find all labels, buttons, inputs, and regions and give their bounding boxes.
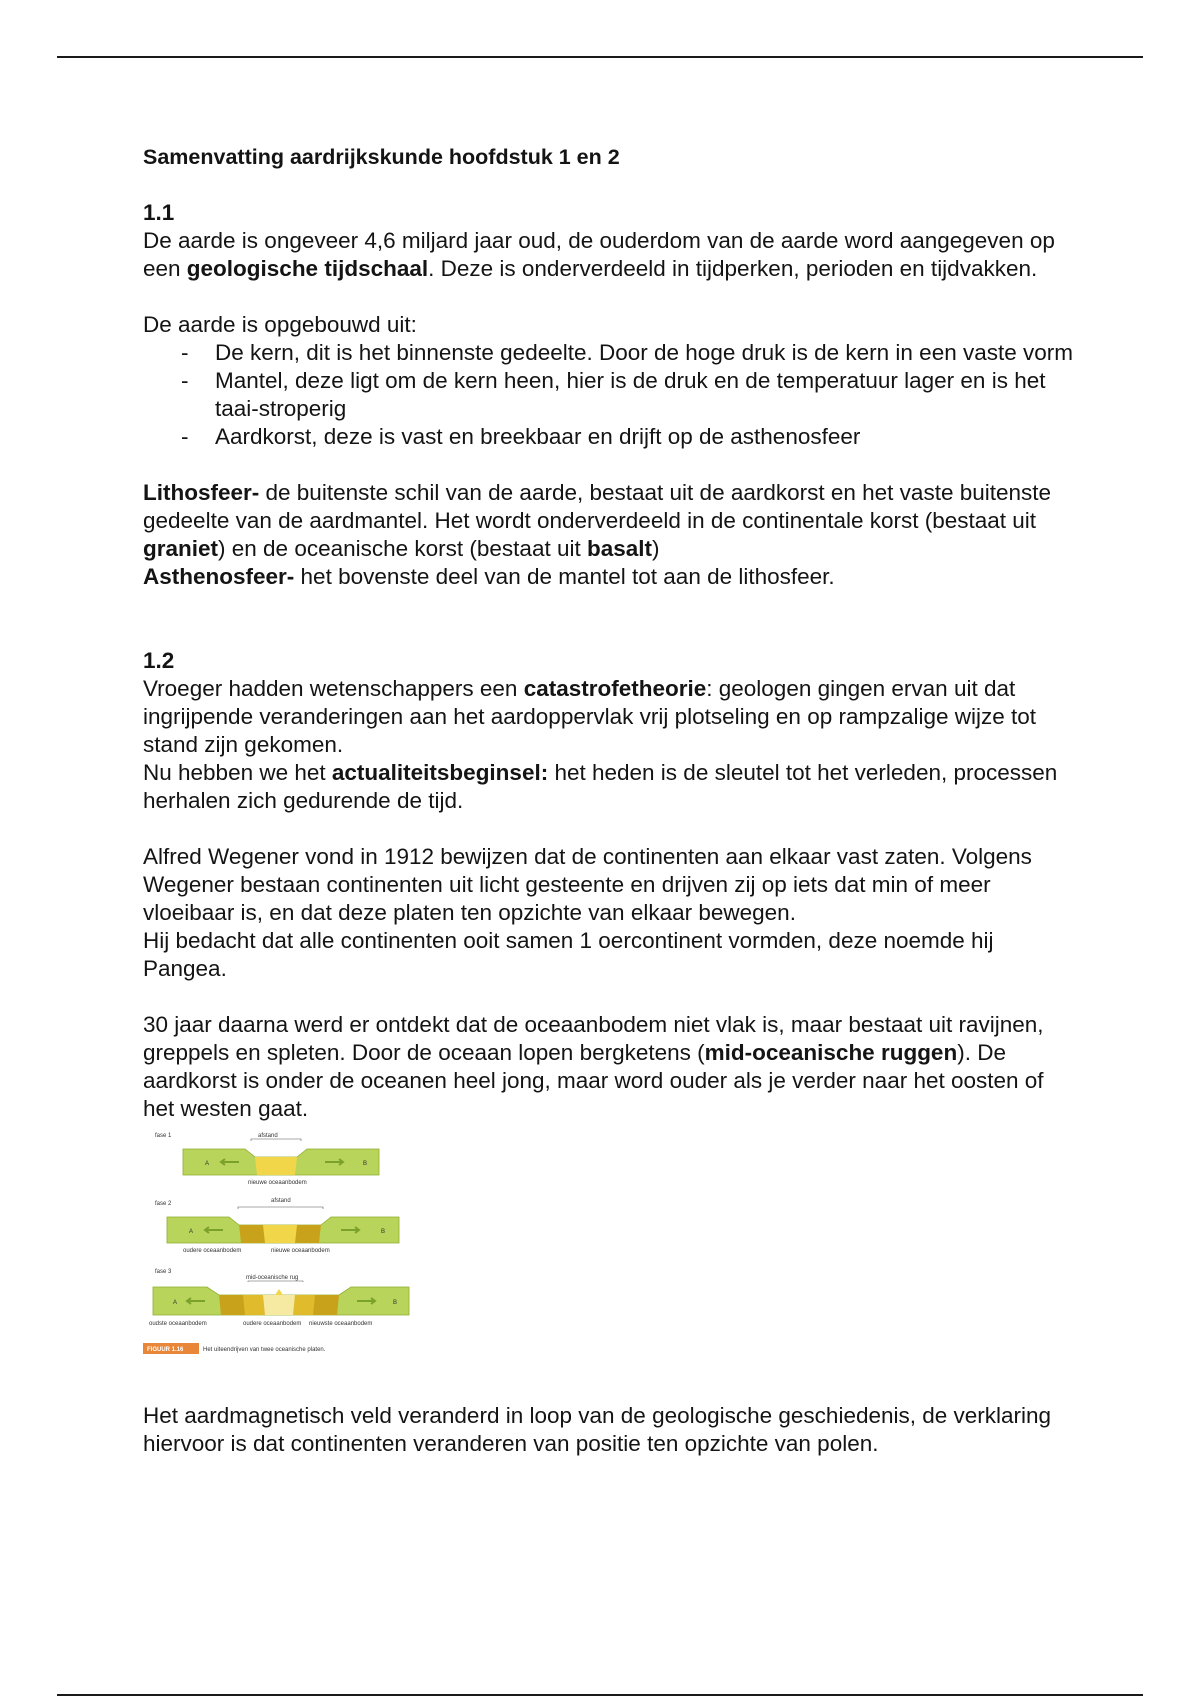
plate-b-label: B	[363, 1161, 368, 1167]
fase-3-young-floor	[263, 1295, 295, 1315]
oudere-oceaanbodem-label: oudere oceaanbodem	[243, 1321, 302, 1327]
document-body	[143, 143, 1073, 1458]
mid-oceanische-rug-label: mid-oceanische rug	[246, 1275, 299, 1281]
bold-term: actualiteitsbeginsel:	[331, 760, 549, 785]
document-title: Samenvatting aardrijkskunde hoofdstuk 1 en 2	[143, 145, 620, 169]
fase-1-young-floor	[255, 1157, 297, 1175]
section-heading-1-1: 1.1	[143, 200, 175, 225]
fase-1-label: fase 1	[155, 1133, 172, 1139]
paragraph-lithosfeer	[143, 479, 1073, 563]
paragraph-pangea: Hij bedacht dat alle continenten ooit samen 1 oercontinent vormden, deze noemde hij Pangea.	[143, 928, 994, 981]
plate-b-label: B	[381, 1229, 386, 1235]
text-run: het heden is de sleutel tot het verleden, processen herhalen zich gedurende de tijd.	[143, 760, 1058, 813]
list-item: - Mantel, deze ligt om de kern heen, hier is de druk en de temperatuur lager en is het taai-stroperig	[181, 367, 1073, 423]
paragraph-magnetisch-veld: Het aardmagnetisch veld veranderd in loop van de geologische geschiedenis, de verklaring hiervoor is dat continenten veranderen van positie ten opzichte van polen.	[143, 1403, 1052, 1456]
list-item: - De kern, dit is het binnenste gedeelte. Door de hoge druk is de kern in een vaste vorm	[181, 339, 1073, 367]
paragraph-actualiteit	[143, 759, 1073, 815]
bottom-rule	[57, 1694, 1143, 1696]
bold-term: geologische tijdschaal	[186, 256, 429, 281]
text-run: het bovenste deel van de mantel tot aan de lithosfeer.	[294, 564, 835, 589]
text-run: Nu hebben we het	[143, 760, 332, 785]
plate-a-label: A	[205, 1161, 210, 1167]
earth-layers-list	[143, 339, 1073, 451]
fase-2-young-floor	[263, 1225, 297, 1243]
oudere-oceaanbodem-label: oudere oceaanbodem	[183, 1248, 242, 1254]
seafloor-spreading-figure	[143, 1129, 423, 1374]
plate-a-label: A	[173, 1300, 178, 1306]
figure-caption: Het uiteendrijven van twee oceanische platen.	[203, 1347, 326, 1353]
nieuwe-oceaanbodem-label: nieuwe oceaanbodem	[271, 1248, 330, 1254]
caption-tag: FIGUUR 1.16	[147, 1347, 184, 1353]
fase-2-label: fase 2	[155, 1201, 172, 1207]
text-run: de buitenste schil van de aarde, bestaat uit de aardkorst en het vaste buitenste gedeelte van de aardmantel. Het wordt onderverdeeld in de continentale korst (bestaat uit	[143, 480, 1052, 533]
text-run: . Deze is onderverdeeld in tijdperken, perioden en tijdvakken.	[428, 256, 1038, 281]
plate-b-label: B	[393, 1300, 398, 1306]
text-run: ). De aardkorst is onder de oceanen heel jong, maar word ouder als je verder naar het oosten of het westen gaat.	[143, 1040, 1044, 1121]
paragraph-asthenosfeer	[143, 563, 1073, 591]
oudste-oceaanbodem-label: oudste oceaanbodem	[149, 1321, 207, 1327]
list-intro: De aarde is opgebouwd uit:	[143, 312, 417, 337]
bold-term: Lithosfeer-	[143, 480, 260, 505]
text-run: Vroeger hadden wetenschappers een	[143, 676, 524, 701]
paragraph-age	[143, 227, 1073, 283]
fase-3-label: fase 3	[155, 1269, 172, 1275]
afstand-label: afstand	[258, 1133, 278, 1139]
list-item: - Aardkorst, deze is vast en breekbaar en drijft op de asthenosfeer	[181, 423, 1073, 451]
text-run: 30 jaar daarna werd er ontdekt dat de oceaanbodem niet vlak is, maar bestaat uit ravijnen, greppels en spleten. Door de oceaan lopen bergketens (	[143, 1012, 1044, 1065]
plate-a-label: A	[189, 1229, 194, 1235]
text-run: : geologen gingen ervan uit dat ingrijpende veranderingen aan het aardoppervlak vrij plotseling en op rampzalige wijze tot stand zijn gekomen.	[143, 676, 1037, 757]
nieuwe-oceaanbodem-label: nieuwe oceaanbodem	[248, 1180, 307, 1186]
top-rule	[57, 56, 1143, 58]
paragraph-catastrofe	[143, 675, 1073, 759]
text-run: )	[652, 536, 660, 561]
text-run: De aarde is ongeveer 4,6 miljard jaar oud, de ouderdom van de aarde word aangegeven op een	[143, 228, 1055, 281]
text-run: ) en de oceanische korst (bestaat uit	[218, 536, 587, 561]
bold-term: mid-oceanische ruggen	[704, 1040, 958, 1065]
afstand-label: afstand	[271, 1198, 291, 1204]
seafloor-spreading-diagram	[143, 1129, 423, 1374]
bold-term: graniet	[143, 536, 219, 561]
paragraph-oceaanbodem	[143, 1011, 1073, 1123]
nieuwste-oceaanbodem-label: nieuwste oceaanbodem	[309, 1321, 373, 1327]
bold-term: Asthenosfeer-	[143, 564, 295, 589]
section-heading-1-2: 1.2	[143, 648, 175, 673]
bold-term: basalt	[586, 536, 653, 561]
paragraph-wegener: Alfred Wegener vond in 1912 bewijzen dat de continenten aan elkaar vast zaten. Volgens Wegener bestaan continenten uit licht gesteente en drijven zij op iets dat min of meer vloeibaar is, en dat deze platen ten opzichte van elkaar bewegen.	[143, 844, 1032, 925]
mid-ocean-ridge	[275, 1289, 283, 1295]
bold-term: catastrofetheorie	[523, 676, 707, 701]
